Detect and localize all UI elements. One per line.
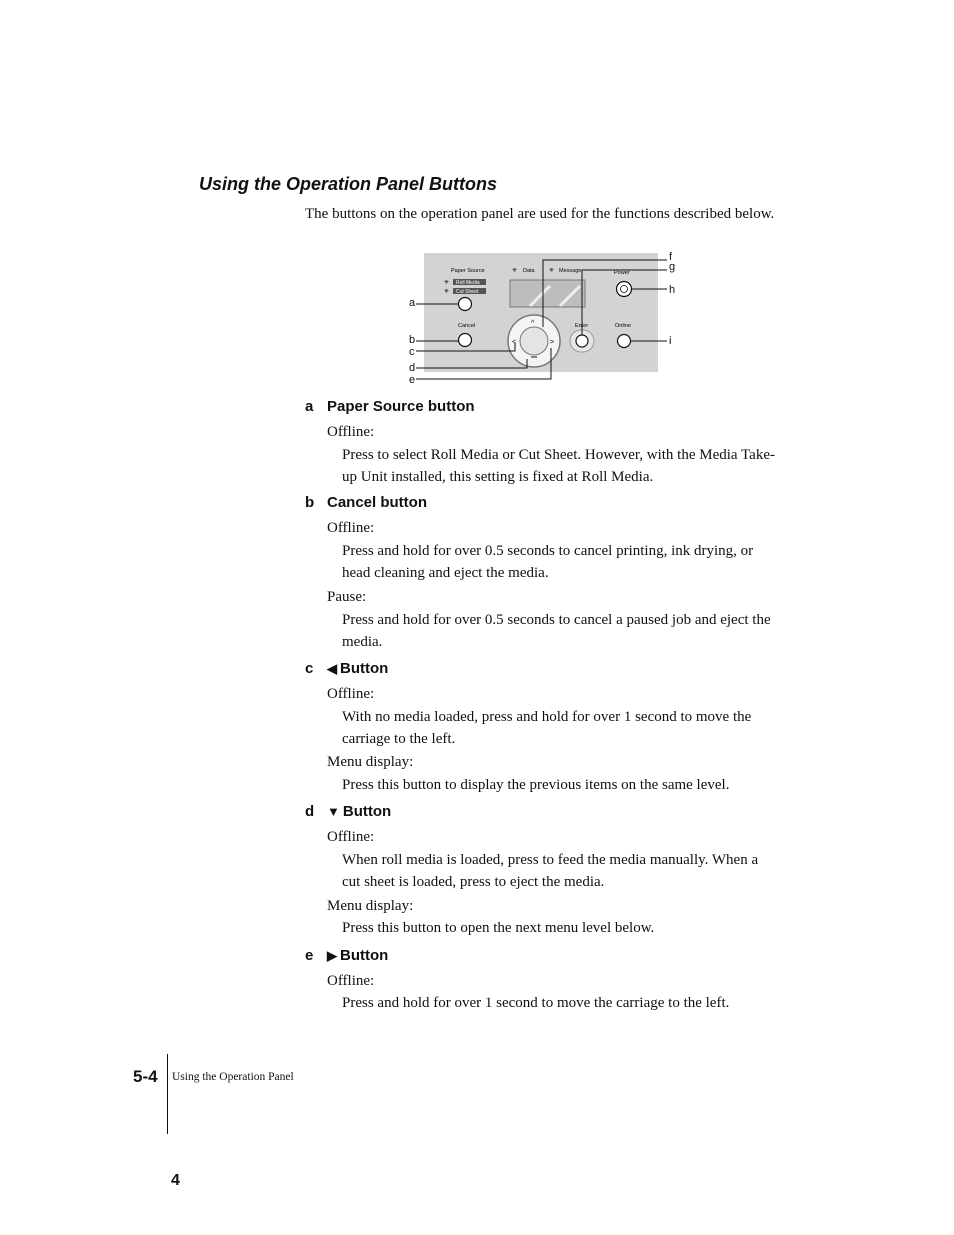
- callout-c: c: [409, 346, 415, 358]
- mode-label: Pause:: [327, 589, 367, 605]
- mode-label: Offline:: [327, 520, 375, 536]
- left-arrow-icon: <: [512, 339, 517, 346]
- mode-description: When roll media is loaded, press to feed the media manually. When a cut sheet is loaded, press to eject the media.: [342, 852, 759, 890]
- data-led-icon: ✳: [512, 268, 518, 274]
- section-letter: d: [305, 803, 315, 820]
- down-arrow-icon: ▼: [327, 804, 340, 819]
- label-power: Power: [614, 270, 630, 276]
- left-arrow-icon: ◀: [327, 661, 337, 676]
- footer-section-title: Using the Operation Panel: [172, 1071, 294, 1083]
- callout-h: h: [669, 284, 676, 296]
- section-heading: [305, 494, 427, 511]
- mode-description: Press and hold for over 0.5 seconds to cancel printing, ink drying, or head cleaning and eject the media.: [342, 543, 754, 581]
- mode-label: Offline:: [327, 973, 375, 989]
- section-heading: [305, 660, 388, 677]
- paper-source-button-icon: [459, 298, 472, 311]
- section-title: Button: [340, 947, 389, 964]
- section-title: Cancel button: [327, 494, 427, 511]
- label-enter: Enter: [575, 323, 589, 329]
- page-number: 4: [171, 1172, 180, 1189]
- mode-description: With no media loaded, press and hold for over 1 second to move the carriage to the left.: [342, 709, 752, 747]
- label-cut-sheet: Cut Sheet: [456, 289, 479, 295]
- mode-label: Menu display:: [327, 898, 414, 914]
- section-letter: b: [305, 494, 315, 511]
- mode-label: Menu display:: [327, 754, 414, 770]
- mode-description: Press this button to display the previous items on the same level.: [342, 777, 730, 793]
- callout-f: f: [669, 251, 673, 263]
- callout-e: e: [409, 374, 416, 386]
- mode-label: Offline:: [327, 829, 375, 845]
- section-heading: [305, 803, 391, 820]
- callout-g: g: [669, 261, 676, 273]
- callout-i: i: [669, 335, 672, 347]
- cancel-button-icon: [459, 334, 472, 347]
- data-led-icon: ✳: [444, 280, 450, 286]
- page-title: Using the Operation Panel Buttons: [199, 174, 498, 194]
- mode-label: Offline:: [327, 424, 375, 440]
- callout-a: a: [409, 297, 416, 309]
- label-data: Data: [523, 268, 535, 274]
- label-cancel: Cancel: [458, 323, 476, 329]
- footer-section-number: 5-4: [133, 1067, 158, 1086]
- direction-pad-center-icon: [520, 327, 548, 355]
- mode-description: Press this button to open the next menu level below.: [342, 920, 655, 936]
- right-arrow-icon: >: [550, 339, 555, 346]
- message-led-icon: ✳: [549, 268, 555, 274]
- up-arrow-icon: ^: [531, 320, 535, 327]
- enter-button-icon: [576, 335, 588, 347]
- footer-divider: [167, 1054, 168, 1134]
- operation-panel-diagram: [400, 248, 690, 388]
- label-paper-source: Paper Source: [451, 268, 485, 274]
- right-arrow-icon: ▶: [327, 948, 337, 963]
- section-title: Paper Source button: [327, 398, 475, 415]
- section-heading: [305, 398, 475, 415]
- mode-label: Offline:: [327, 686, 375, 702]
- power-button-icon: [617, 282, 632, 297]
- section-heading: [305, 947, 388, 964]
- section-title: Button: [342, 803, 392, 820]
- section-letter: a: [305, 398, 314, 415]
- data-led-icon: ✳: [444, 289, 450, 295]
- mode-description: Press to select Roll Media or Cut Sheet. However, with the Media Take-up Unit installed, this setting is fixed at Roll Media.: [342, 447, 775, 485]
- intro-paragraph: The buttons on the operation panel are used for the functions described below.: [305, 206, 775, 222]
- callout-d: d: [409, 362, 416, 374]
- label-online: Online: [615, 323, 631, 329]
- callout-b: b: [409, 334, 416, 346]
- section-letter: e: [305, 947, 314, 964]
- section-letter: c: [305, 660, 314, 677]
- label-message: Message: [559, 268, 582, 274]
- section-title: Button: [340, 660, 389, 677]
- mode-description: Press and hold for over 0.5 seconds to cancel a paused job and eject the media.: [342, 612, 771, 650]
- online-button-icon: [618, 335, 631, 348]
- label-roll-media: Roll Media: [456, 280, 480, 286]
- mode-description: Press and hold for over 1 second to move the carriage to the left.: [342, 995, 730, 1011]
